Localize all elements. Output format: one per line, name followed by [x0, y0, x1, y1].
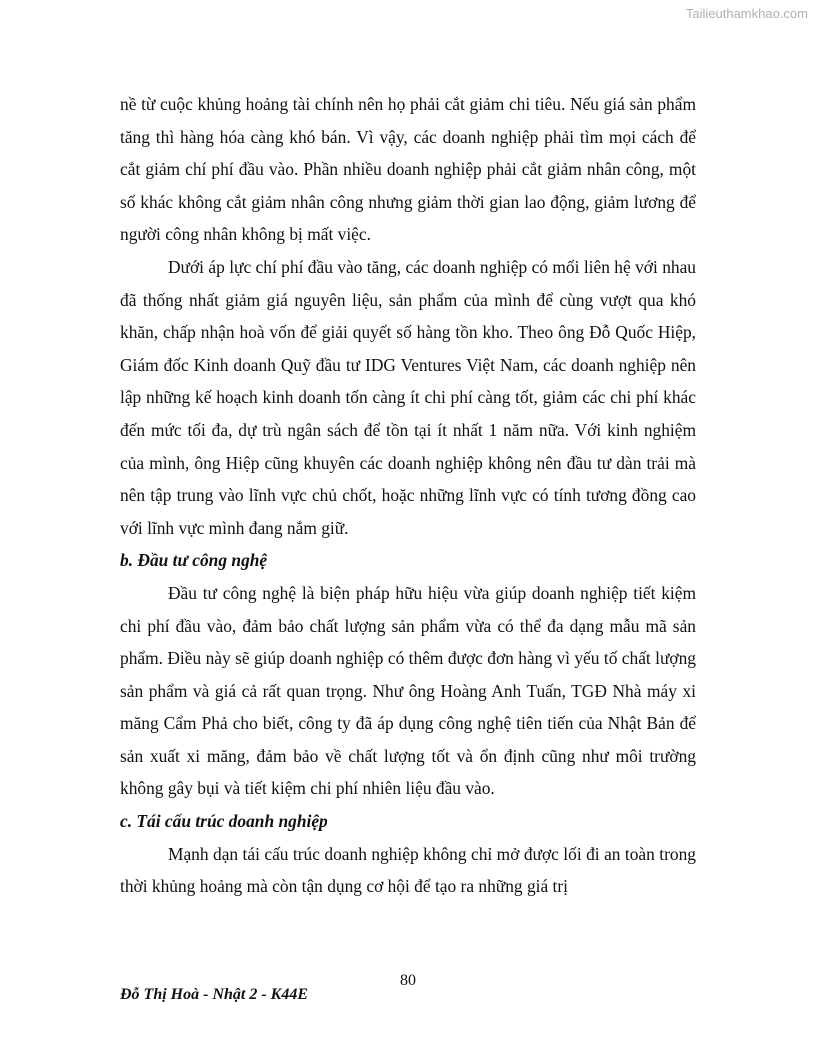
watermark: Tailieuthamkhao.com [685, 6, 808, 21]
paragraph-technology-investment: Đầu tư công nghệ là biện pháp hữu hiệu vừa giúp doanh nghiệp tiết kiệm chi phí đầu vào, đảm bảo chất lượng sản phẩm vừa có thể đa dạng mẫu mã sản phẩm. Điều này sẽ giúp doanh nghiệp có thêm được đơn hàng vì yếu tố chất lượng sản phẩm và giá cả rất quan trọng. Như ông Hoàng Anh Tuấn, TGĐ Nhà máy xi măng Cẩm Phả cho biết, công ty đã áp dụng công nghệ tiên tiến của Nhật Bản để sản xuất xi măng, đảm bảo về chất lượng tốt và ổn định cũng như môi trường không gây bụi và tiết kiệm chi phí nhiên liệu đầu vào. [120, 582, 696, 799]
paragraph-continuation: nề từ cuộc khủng hoảng tài chính nên họ phải cắt giảm chi tiêu. Nếu giá sản phẩm tăng thì hàng hóa càng khó bán. Vì vậy, các doanh nghiệp phải tìm mọi cách để cắt giảm chí phí đầu vào. Phần nhiều doanh nghiệp phải cắt giảm nhân công, một số khác không cắt giảm nhân công nhưng giảm thời gian lao động, giảm lương để người công nhân không bị mất việc. [120, 94, 696, 245]
paragraph-restructuring: Mạnh dạn tái cấu trúc doanh nghiệp không chỉ mở được lối đi an toàn trong thời khủng hoảng mà còn tận dụng cơ hội để tạo ra những giá trị [120, 843, 696, 897]
section-heading-restructuring: c. Tái cấu trúc doanh nghiệp [120, 811, 328, 832]
footer-author: Đỗ Thị Hoà - Nhật 2 - K44E [120, 986, 309, 1003]
document-body [120, 88, 696, 903]
section-heading-technology-investment: b. Đầu tư công nghệ [120, 550, 268, 571]
page-number: 80 [400, 972, 416, 989]
paragraph-input-cost-pressure: Dưới áp lực chí phí đầu vào tăng, các doanh nghiệp có mối liên hệ với nhau đã thống nhất giảm giá nguyên liệu, sản phẩm của mình để cùng vượt qua khó khăn, chấp nhận hoà vốn để giải quyết số hàng tồn kho. Theo ông Đỗ Quốc Hiệp, Giám đốc Kinh doanh Quỹ đầu tư IDG Ventures Việt Nam, các doanh nghiệp nên lập những kế hoạch kinh doanh tốn càng ít chi phí càng tốt, giảm các chi phí khác đến mức tối đa, dự trù ngân sách để tồn tại ít nhất 1 năm nữa. Với kinh nghiệm của mình, ông Hiệp cũng khuyên các doanh nghiệp không nên đầu tư dàn trải mà nên tập trung vào lĩnh vực chủ chốt, hoặc những lĩnh vực có tính tương đồng cao với lĩnh vực mình đang nắm giữ. [120, 256, 696, 538]
